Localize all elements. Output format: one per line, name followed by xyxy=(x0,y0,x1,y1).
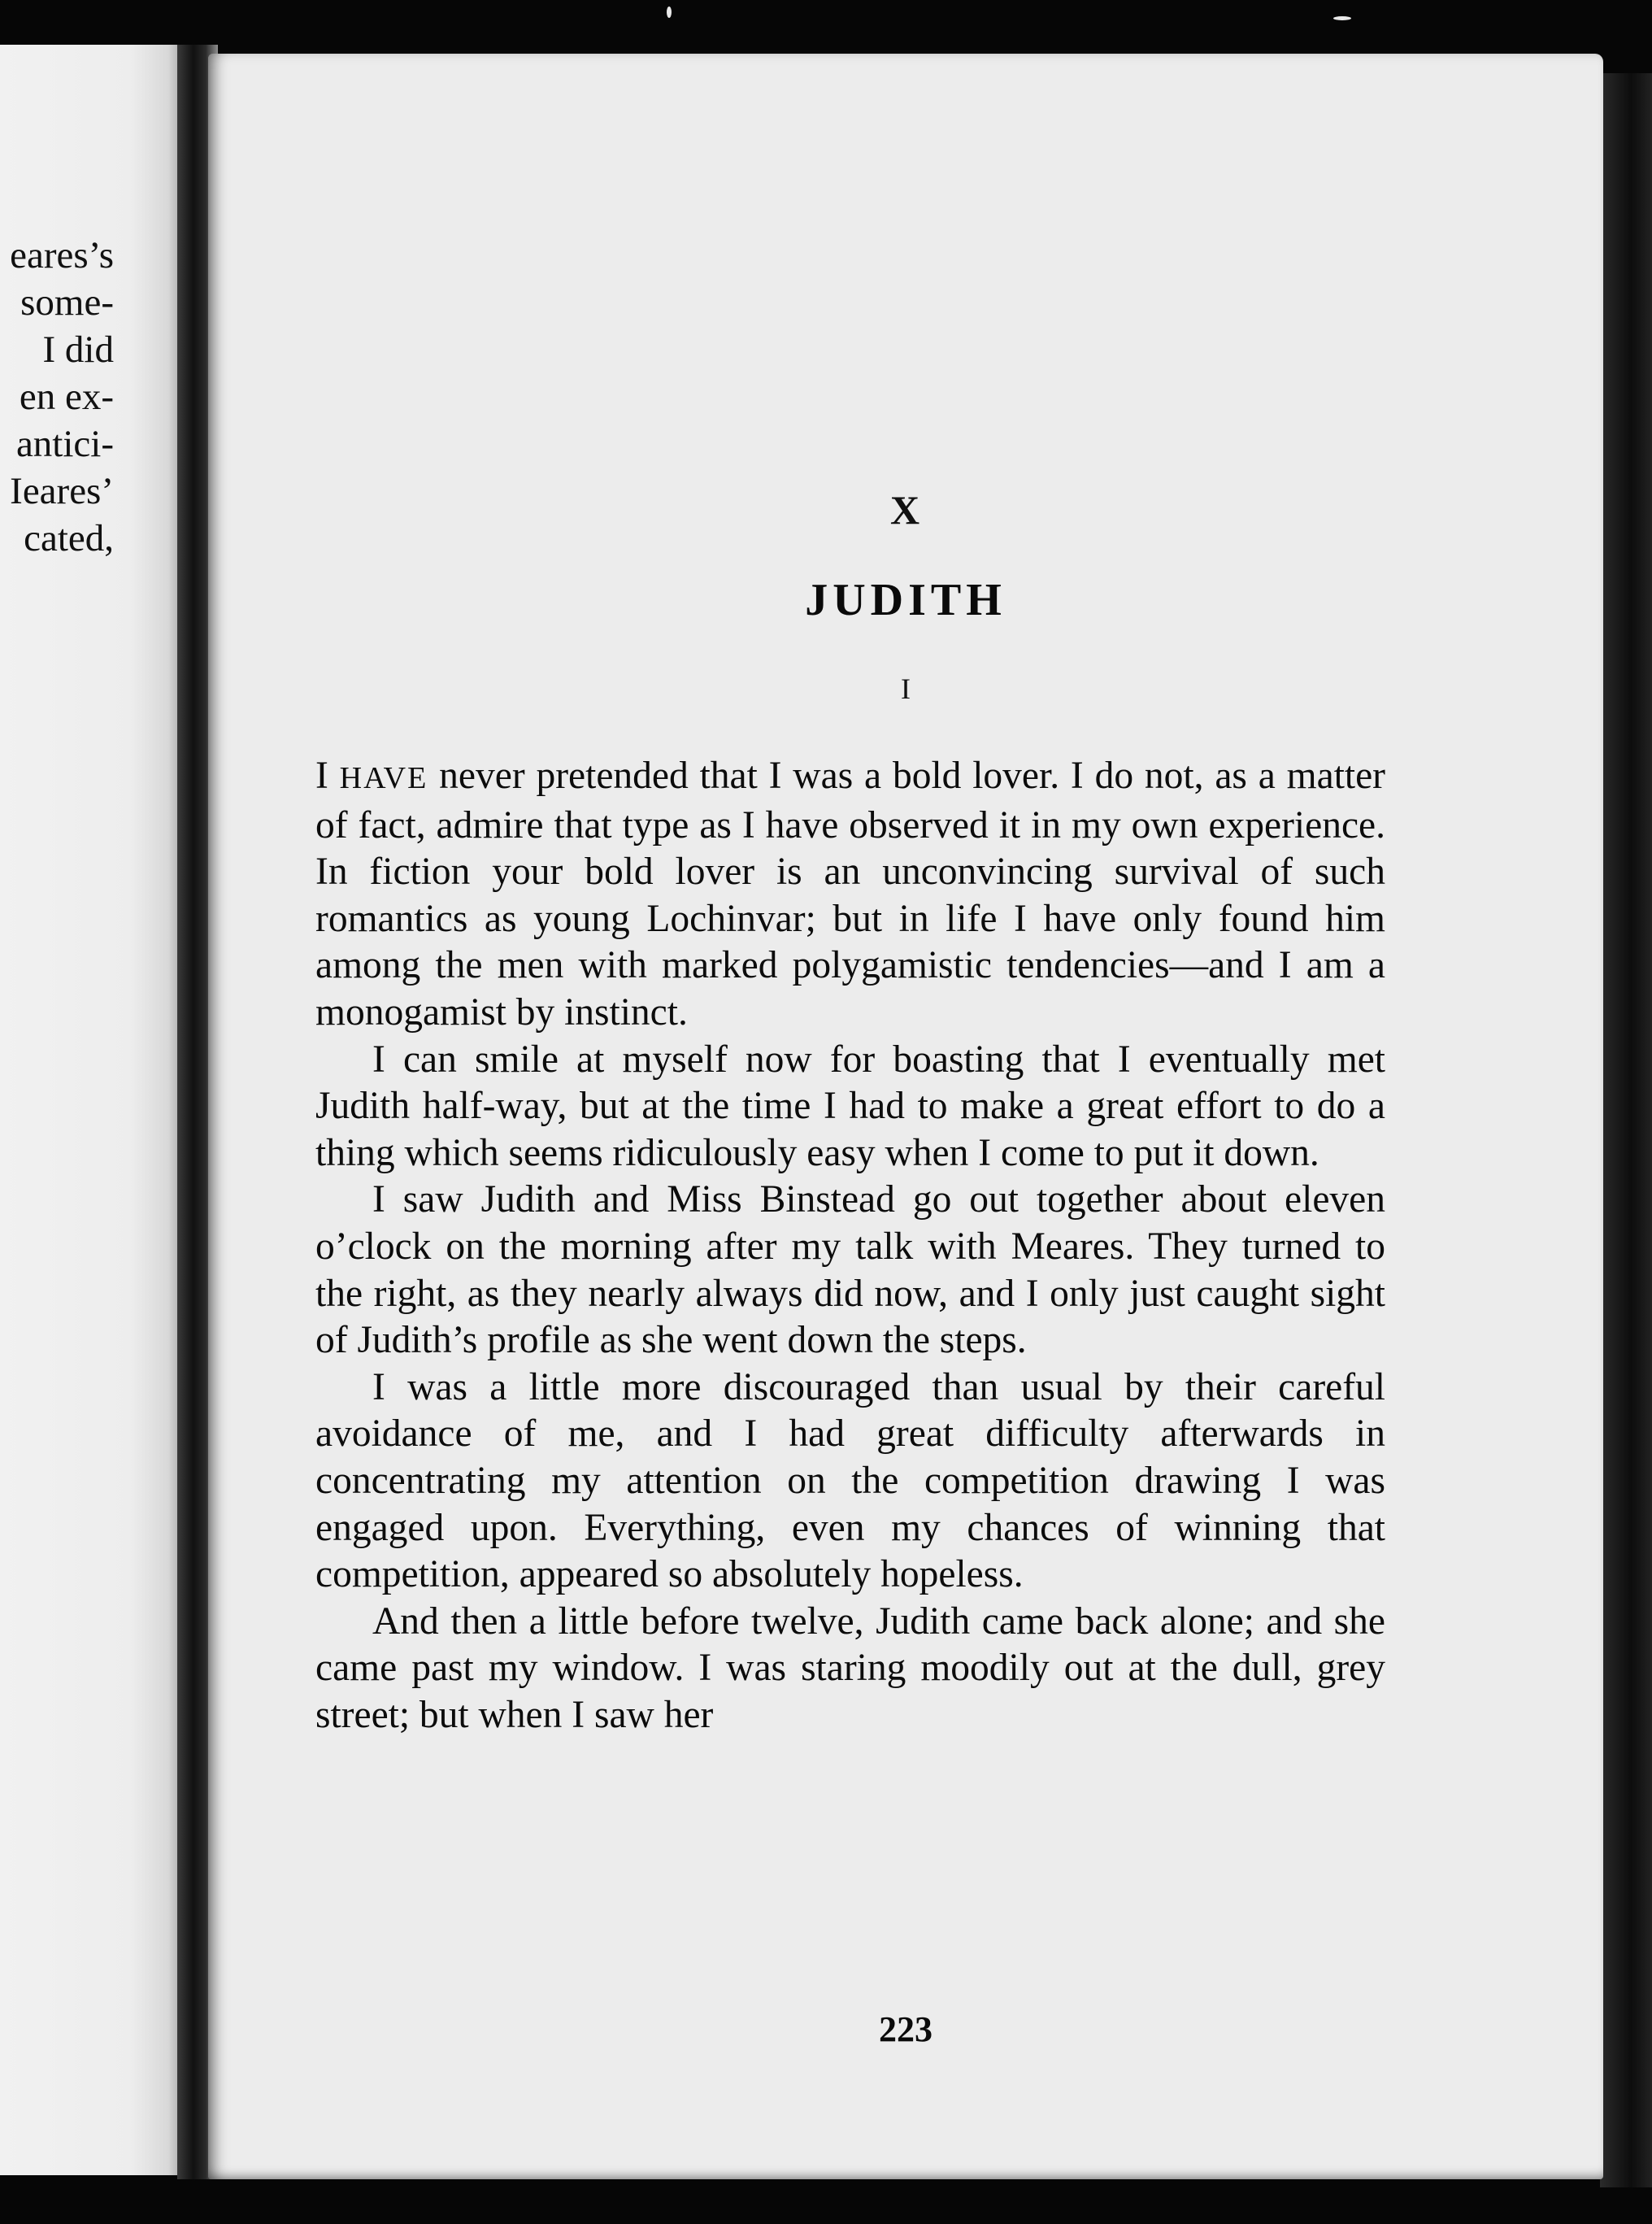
page-edge xyxy=(1600,73,1652,2187)
left-page-line: antici- xyxy=(15,423,114,465)
paragraph-lead: I xyxy=(315,755,340,797)
paragraph: I was a little more discouraged than usual by their careful avoidance of me, and I had great difficulty afterwards in concentrating my attention on the competition drawing I was engaged upon. Everything, even my chances of winning that competition, appeared so absolutely hopeless. xyxy=(315,1365,1385,1596)
paragraph: And then a little before twelve, Judith came back alone; and she came past my window. I was staring moodily out at the dull, grey street; but when I saw her xyxy=(315,1599,1385,1736)
scan-speck xyxy=(667,7,672,18)
paragraph: I can smile at myself now for boasting that I eventually met Judith half-way, but at the time I had to make a great effort to do a thing which seems ridiculously easy when I come to put it down. xyxy=(315,1038,1385,1174)
left-page-line: cated, xyxy=(24,517,114,559)
right-page xyxy=(208,54,1603,2179)
paragraph-rest: never pretended that I was a bold lover. I do not, as a matter of fact, admire that type as I have observed it in my own experience. In fiction your bold lover is an unconvincing survival of such romantics as young Lochinvar; but in life I have only found him among the men with marked polygamistic tendencies—and I am a monogamist by instinct. xyxy=(315,755,1385,1034)
left-page-fragment xyxy=(0,45,187,2175)
page-number: 223 xyxy=(879,2009,933,2049)
chapter-title: JUDITH xyxy=(805,575,1006,625)
scan-speck xyxy=(1333,16,1351,20)
paragraph xyxy=(315,753,1385,1037)
paragraph: I saw Judith and Miss Binstead go out together about eleven o’clock on the morning after my talk with Meares. They turned to the right, as they nearly always did now, and I only just caught sight of Judith’s profile as she went down the steps. xyxy=(315,1178,1385,1362)
left-page-line: some- xyxy=(20,281,114,324)
left-page-line: I did xyxy=(42,329,114,371)
left-page-line: eares’s xyxy=(10,234,114,276)
section-number: I xyxy=(901,672,911,705)
chapter-number: X xyxy=(889,487,922,533)
paragraph-smallcaps: HAVE xyxy=(339,761,428,795)
body-text xyxy=(315,753,1385,1739)
left-page-line: en ex- xyxy=(19,376,114,418)
left-page-line: Ieares’ xyxy=(10,470,114,512)
left-page-text xyxy=(10,232,114,562)
